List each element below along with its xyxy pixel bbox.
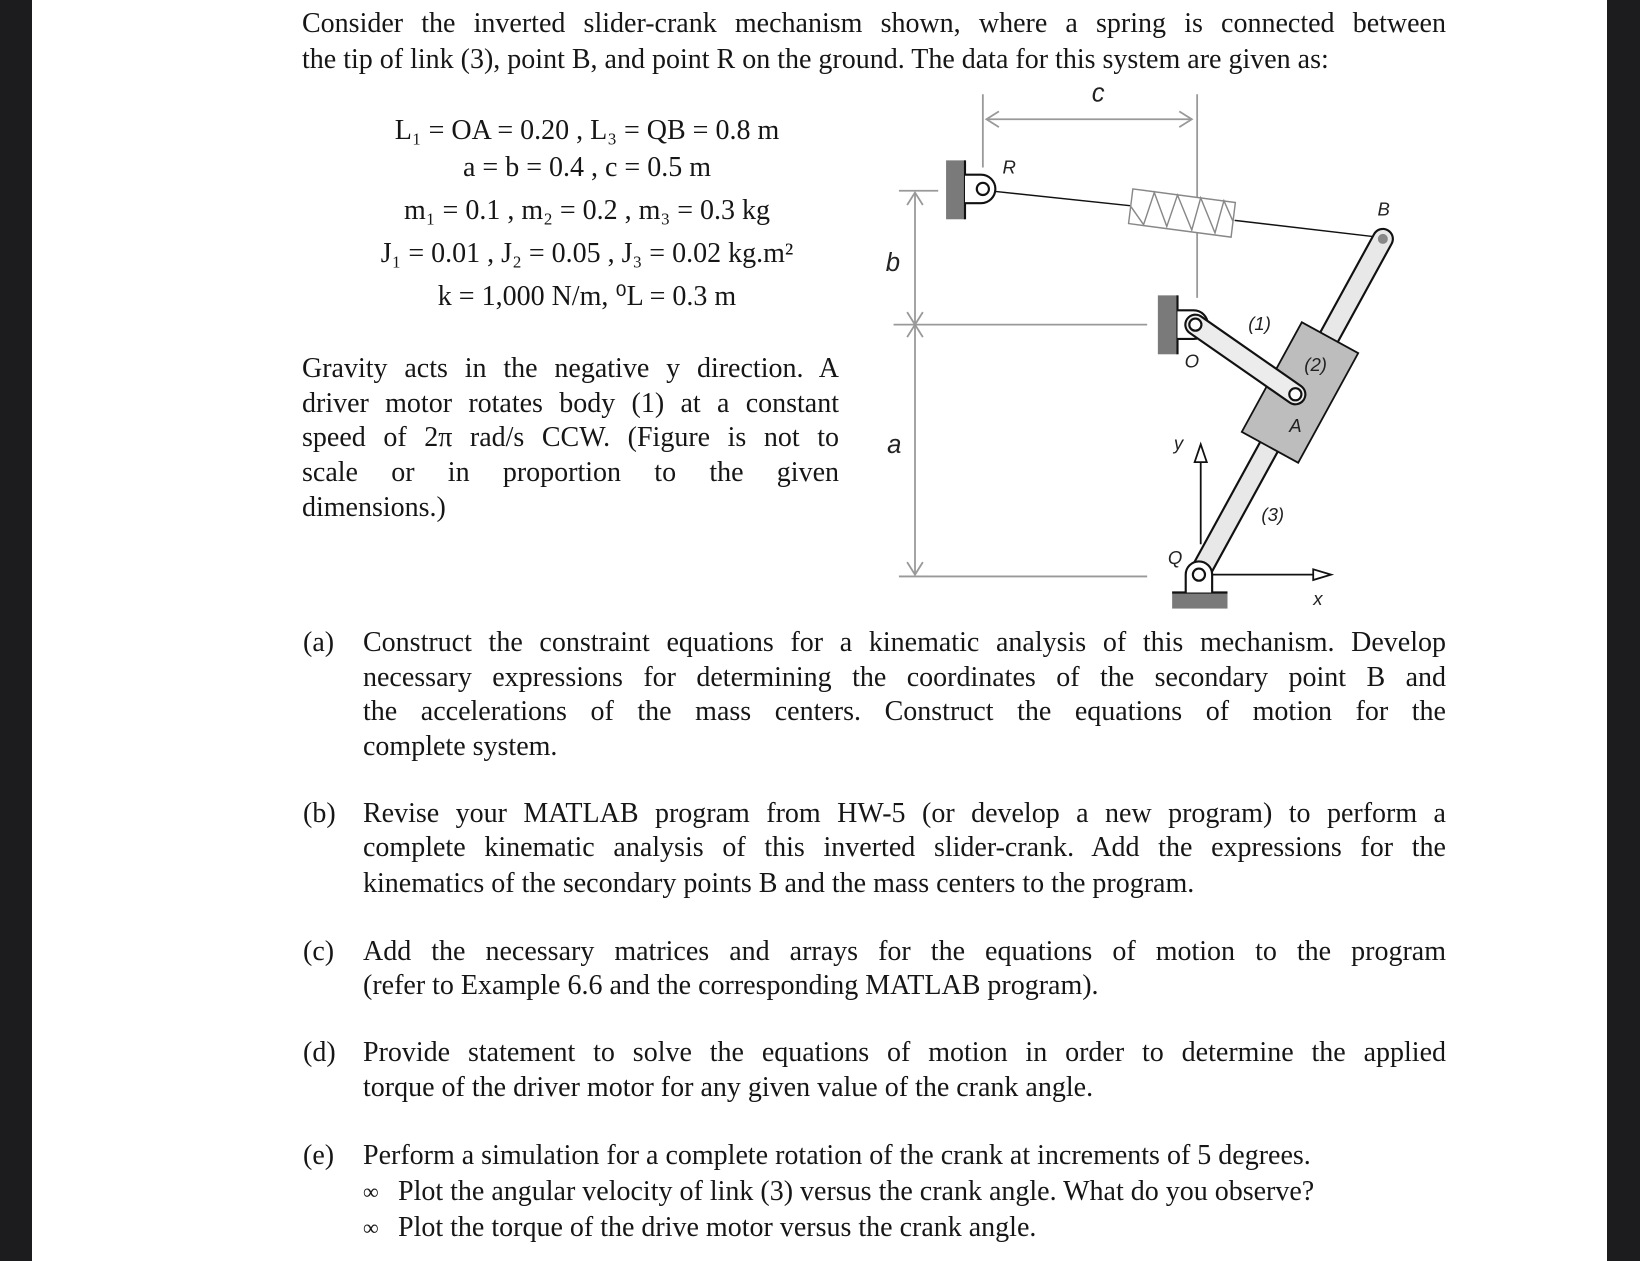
bullet-icon: ∞ bbox=[363, 1179, 379, 1204]
part-label: (a) bbox=[303, 627, 335, 658]
text-line: Add the necessary matrices and arrays for the equations of motion to the program bbox=[363, 936, 1446, 967]
point-label-R: R bbox=[1002, 156, 1016, 178]
point-label-O: O bbox=[1184, 350, 1200, 372]
ground-support-R bbox=[946, 160, 995, 219]
dimension-lines bbox=[894, 94, 1198, 576]
text-line: complete system. bbox=[363, 731, 558, 762]
text-line: Perform a simulation for a complete rotation of the crank at increments of 5 degrees. bbox=[363, 1140, 1311, 1171]
document-page bbox=[32, 0, 1607, 1261]
spring-coil bbox=[1129, 189, 1236, 237]
point-label-Q: Q bbox=[1167, 546, 1183, 568]
dim-label-c: c bbox=[1091, 80, 1105, 108]
text-line: Revise your MATLAB program from HW-5 (or develop a new program) to perform a bbox=[363, 798, 1446, 829]
given-abc: a = b = 0.4 , c = 0.5 m bbox=[462, 152, 711, 183]
text-line: torque of the driver motor for any given value of the crank angle. bbox=[363, 1072, 1094, 1103]
link-label-1: (1) bbox=[1248, 313, 1271, 334]
intro-line: Consider the inverted slider-crank mechanism shown, where a spring is connected between bbox=[302, 8, 1446, 39]
given-lengths: L₁ = OA = 0.20 , L₃ = QB = 0.8 m bbox=[394, 115, 780, 146]
text-line: necessary expressions for determining the coordinates of the secondary point B and bbox=[363, 662, 1446, 693]
link-label-3: (3) bbox=[1261, 504, 1285, 526]
point-label-B: B bbox=[1377, 198, 1390, 220]
text-line: Gravity acts in the negative y direction. A bbox=[302, 353, 839, 384]
text-line: complete kinematic analysis of this inverted slider-crank. Add the expressions for the bbox=[363, 832, 1446, 863]
part-label: (e) bbox=[303, 1140, 335, 1171]
mechanism-figure bbox=[840, 80, 1400, 620]
text-line: driver motor rotates body (1) at a constant bbox=[302, 388, 839, 419]
part-label: (c) bbox=[303, 936, 335, 967]
axis-label-x: x bbox=[1313, 588, 1323, 609]
dim-label-a: a bbox=[887, 431, 902, 460]
axis-label-y: y bbox=[1173, 432, 1184, 454]
bullet-item: Plot the angular velocity of link (3) versus the crank angle. What do you observe? bbox=[398, 1176, 1315, 1207]
text-line: kinematics of the secondary points B and the mass centers to the program. bbox=[363, 868, 1195, 899]
point-label-A: A bbox=[1289, 414, 1302, 436]
dim-label-b: b bbox=[885, 249, 901, 278]
text-line: dimensions.) bbox=[302, 492, 446, 523]
text-line: scale or in proportion to the given bbox=[302, 457, 839, 488]
link-label-2: (2) bbox=[1304, 354, 1327, 376]
part-label: (d) bbox=[303, 1037, 336, 1068]
part-label: (b) bbox=[303, 798, 336, 829]
given-spring: k = 1,000 N/m, ⁰L = 0.3 m bbox=[437, 281, 737, 312]
bullet-icon: ∞ bbox=[363, 1215, 379, 1240]
text-line: Construct the constraint equations for a kinematic analysis of this mechanism. Develop bbox=[363, 627, 1446, 658]
bullet-item: Plot the torque of the drive motor versus the crank angle. bbox=[398, 1212, 1037, 1243]
ground-support-Q bbox=[1172, 561, 1227, 608]
text-line: speed of 2π rad/s CCW. (Figure is not to bbox=[302, 422, 839, 453]
pin-B bbox=[1378, 234, 1388, 244]
given-masses: m₁ = 0.1 , m₂ = 0.2 , m₃ = 0.3 kg bbox=[404, 195, 770, 226]
text-line: (refer to Example 6.6 and the corresponding MATLAB program). bbox=[363, 970, 1099, 1001]
text-line: Provide statement to solve the equations of motion in order to determine the applied bbox=[363, 1037, 1446, 1068]
given-inertias: J₁ = 0.01 , J₂ = 0.05 , J₃ = 0.02 kg.m² bbox=[380, 238, 794, 269]
text-line: the accelerations of the mass centers. Construct the equations of motion for the bbox=[363, 696, 1446, 727]
intro-line: the tip of link (3), point B, and point R on the ground. The data for this system are given as: bbox=[302, 44, 1329, 75]
